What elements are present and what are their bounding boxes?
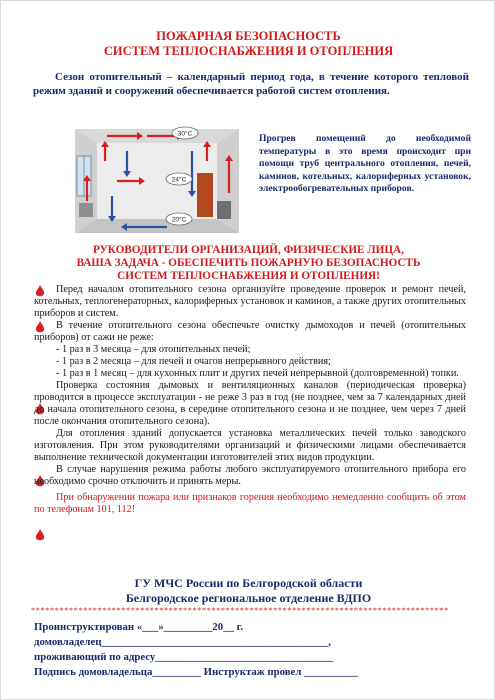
room-heating-illustration — [67, 121, 247, 241]
call-to-action-line1: РУКОВОДИТЕЛИ ОРГАНИЗАЦИЙ, ФИЗИЧЕСКИЕ ЛИЦА, — [93, 244, 404, 256]
paragraph-cleaning: В течение отопительного сезона обеспечьте очистку дымоходов и печей (отопительных приборов) от сажи не реже: — [34, 320, 466, 343]
intro-paragraph: Сезон отопительный – календарный период года, в течение которого тепловой режим зданий и сооружений обеспечивается работой систем отопления. — [33, 71, 469, 97]
instructions-body — [34, 284, 466, 516]
paragraph-inspection: Перед началом отопительного сезона организуйте проведение проверок и ремонт печей, котельных, теплогенераторных, калориферных установок и каминов, а также других отопительных приборов и систем. — [34, 284, 466, 319]
call-to-action-line2: ВАША ЗАДАЧА - ОБЕСПЕЧИТЬ ПОЖАРНУЮ БЕЗОПАСНОСТЬ — [76, 257, 421, 270]
list-item-stoves: - 1 раз в 3 месяца – для отопительных печей; — [56, 344, 251, 355]
page-title-line1: ПОЖАРНАЯ БЕЗОПАСНОСТЬ — [156, 29, 341, 43]
radiator-right-shape — [217, 201, 231, 219]
temp-label-bottom: 20°C — [171, 216, 187, 224]
temp-label-top: 30°C — [177, 130, 193, 138]
call-to-action-line3: СИСТЕМ ТЕПЛОСНАБЖЕНИЯ И ОТОПЛЕНИЯ! — [117, 270, 380, 283]
paragraph-metal-stoves: Для отопления зданий допускается установка металлических печей только заводского изготовления. При этом руководителями организаций и физическими лицами обеспечивается выполнение технической документации изготовителей этих видов продукции. — [34, 428, 466, 463]
list-item-continuous: - 1 раз в 2 месяца – для печей и очагов непрерывного действия; — [56, 356, 331, 367]
page-title-line2: СИСТЕМ ТЕПЛОСНАБЖЕНИЯ И ОТОПЛЕНИЯ — [103, 44, 394, 58]
org-name-line1: ГУ МЧС России по Белгородской области — [134, 576, 363, 590]
org-name-line2: Белгородское региональное отделение ВДПО — [125, 591, 372, 605]
form-line-instructed: Проинструктирован «___»_________20__ г. — [34, 621, 244, 633]
radiator-left-shape — [79, 203, 93, 217]
paragraph-chimney-check: Проверка состояния дымовых и вентиляционных каналов (периодическая проверка) проводится в процессе эксплуатации - не реже 3 раз в год (не позднее, чем за 7 календарных дней до начала отопительного сезона, в середине отопительного сезона и не позднее, чем через 7 дней после окончания отопительного сезона). — [34, 380, 466, 427]
temp-label-mid: 24°C — [171, 176, 187, 184]
star-divider: **************************************************************************************** — [31, 606, 449, 615]
paragraph-malfunction: В случае нарушения режима работы любого эксплуатируемого отопительного прибора его необходимо срочно отключить и принять меры. — [34, 464, 466, 487]
emergency-phone-notice: При обнаружении пожара или признаков горения необходимо немедленно сообщить об этом по телефонам 101, 112! — [34, 492, 466, 515]
form-line-owner: домовладелец__________________________________________, — [34, 636, 331, 648]
call-to-action-heading — [1, 244, 495, 284]
list-item-kitchen: - 1 раз в 1 месяц – для кухонных плит и других печей непрерывной (долговременной) топки. — [56, 368, 459, 379]
heating-methods-text: Прогрев помещений до необходимой температуры в это время происходит при помощи труб центрального отопления, печей, каминов, котельных, калориферных установок, электрообогревательных приборов. — [259, 133, 471, 194]
form-line-signature: Подпись домовладельца_________ Инструктаж провел __________ — [34, 666, 359, 678]
door-shape — [197, 173, 213, 217]
form-line-address: проживающий по адресу_________________________________ — [34, 651, 334, 663]
flame-icon — [35, 529, 45, 542]
